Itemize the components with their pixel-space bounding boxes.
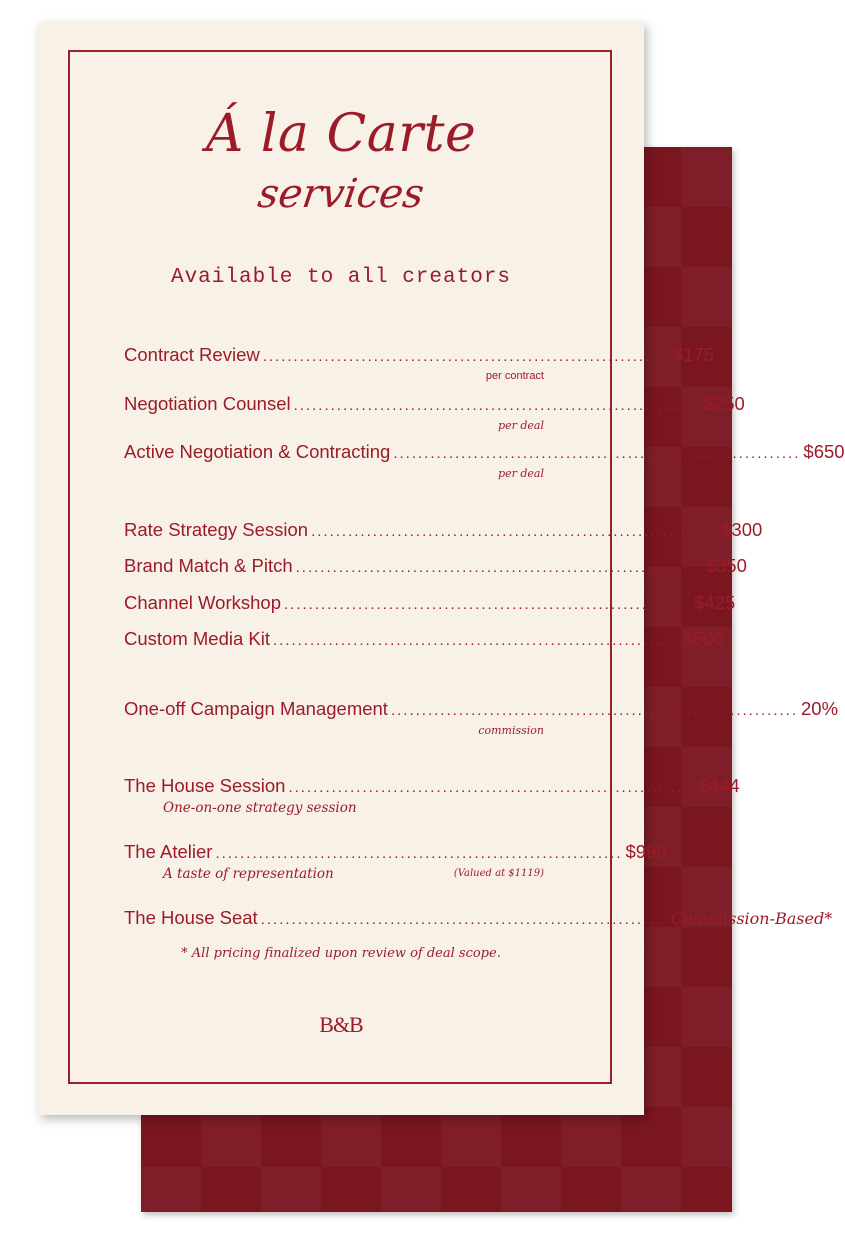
service-price: $300	[721, 519, 763, 540]
service-name: Channel Workshop	[124, 592, 281, 613]
tagline: Available to all creators	[170, 266, 512, 289]
service-name: The Atelier	[124, 841, 213, 862]
dot-leader: ..................................................................	[260, 911, 668, 928]
service-row-active-negotiation	[124, 441, 845, 467]
service-row-brand-match	[124, 555, 747, 581]
service-price: $175	[672, 344, 714, 365]
service-row-custom-media-kit	[124, 628, 725, 654]
dot-leader: ..................................................................	[393, 445, 801, 462]
service-name: Negotiation Counsel	[124, 393, 291, 414]
service-price: $444	[698, 775, 740, 796]
dot-leader: ..................................................................	[215, 845, 623, 862]
service-value-note: (Valued at $1119)	[453, 868, 544, 879]
service-unit: per deal	[498, 467, 544, 480]
service-unit: commission	[478, 724, 544, 737]
service-price: $650	[803, 441, 845, 462]
service-unit: per deal	[498, 419, 544, 432]
pricing-footnote: * All pricing finalized upon review of deal scope.	[181, 946, 501, 961]
service-price: $999	[625, 841, 667, 862]
service-price: $250	[703, 393, 745, 414]
service-name: The House Session	[124, 775, 286, 796]
service-row-atelier	[124, 841, 667, 867]
service-name: The House Seat	[124, 907, 258, 928]
service-name: One-off Campaign Management	[124, 698, 388, 719]
dot-leader: ..................................................................	[390, 702, 799, 719]
page-title: Á la Carte	[205, 104, 477, 164]
service-unit: per contract	[485, 370, 544, 382]
service-description: One-on-one strategy session	[163, 800, 357, 816]
brand-logo: B&B	[319, 1012, 363, 1037]
service-name: Rate Strategy Session	[124, 519, 309, 540]
dot-leader: ..................................................................	[284, 596, 692, 613]
service-row-rate-strategy	[124, 519, 763, 545]
service-row-negotiation-counsel	[124, 393, 745, 419]
dot-leader: ..................................................................	[293, 397, 701, 414]
dot-leader: ..................................................................	[311, 523, 719, 540]
service-price: 20%	[801, 698, 839, 719]
service-price: $350	[705, 555, 747, 576]
service-row-campaign-management	[124, 698, 839, 724]
service-price: $425	[694, 592, 736, 613]
service-name: Active Negotiation & Contracting	[124, 441, 391, 462]
service-price: $500	[683, 628, 725, 649]
service-name: Custom Media Kit	[124, 628, 270, 649]
service-price: Commission-Based*	[670, 909, 833, 928]
service-row-channel-workshop	[124, 592, 736, 618]
dot-leader: ..................................................................	[288, 779, 696, 796]
dot-leader: ..................................................................	[262, 348, 670, 365]
service-row-house-seat	[124, 907, 833, 933]
page-subtitle: services	[255, 171, 427, 217]
service-description: A taste of representation	[163, 866, 334, 882]
service-row-house-session	[124, 775, 740, 801]
service-name: Contract Review	[124, 344, 260, 365]
menu-card	[38, 22, 845, 1115]
dot-leader: ..................................................................	[295, 559, 703, 576]
dot-leader: ..................................................................	[273, 632, 681, 649]
service-row-contract-review	[124, 344, 714, 370]
service-name: Brand Match & Pitch	[124, 555, 293, 576]
